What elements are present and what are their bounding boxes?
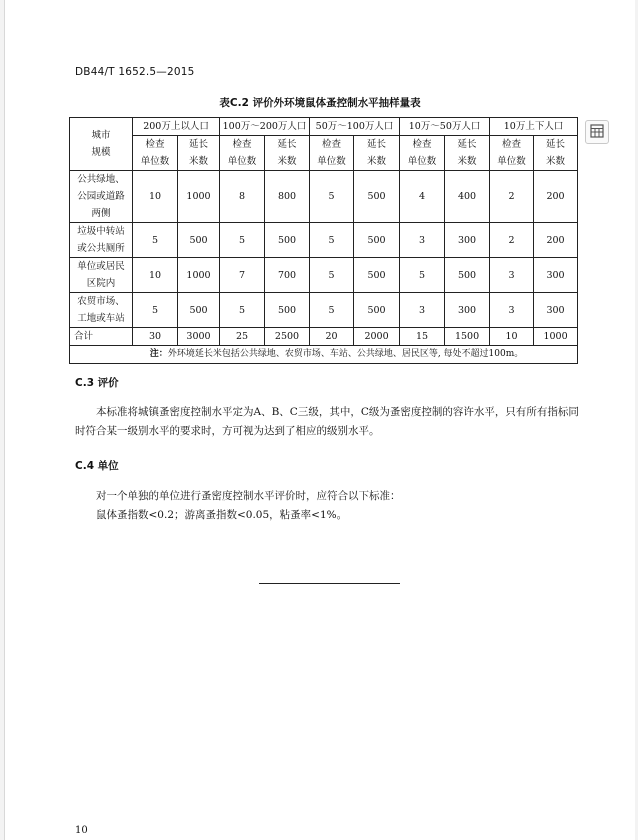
table-cell: 5	[310, 223, 354, 258]
table-title: 表C.2 评价外环境鼠体蚤控制水平抽样量表	[219, 97, 421, 109]
table-cell: 10	[133, 258, 178, 293]
group-header: 100万～200万人口	[220, 118, 310, 136]
sub-header-length: 延长 米数	[178, 136, 220, 171]
sub-header-check: 检查 单位数	[220, 136, 265, 171]
section-heading-c4: C.4 单位	[75, 460, 119, 472]
table-recognition-icon	[590, 123, 604, 142]
table-cell: 1500	[445, 328, 490, 346]
table-cell: 1000	[178, 171, 220, 223]
group-header: 10万上下人口	[490, 118, 578, 136]
table-cell: 500	[178, 293, 220, 328]
group-header: 50万～100万人口	[310, 118, 400, 136]
table-cell: 800	[265, 171, 310, 223]
table-cell: 3	[490, 258, 534, 293]
table-cell: 25	[220, 328, 265, 346]
table-cell: 20	[310, 328, 354, 346]
table-sub-header-row	[70, 136, 578, 171]
note-row	[70, 346, 578, 364]
table-cell: 500	[354, 171, 400, 223]
table-cell: 4	[400, 171, 445, 223]
section-c4-line-2: 鼠体蚤指数<0.2；游离蚤指数<0.05，粘蚤率<1%。	[96, 509, 348, 521]
standard-code: DB44/T 1652.5—2015	[75, 66, 195, 78]
sub-header-check: 检查 单位数	[310, 136, 354, 171]
note-text: 外环境延长米包括公共绿地、农贸市场、车站、公共绿地、居民区等, 每处不超过100m。	[167, 349, 524, 359]
table-cell: 700	[265, 258, 310, 293]
table-cell: 5	[400, 258, 445, 293]
row-label: 单位或居民 区院内	[70, 258, 133, 293]
table-group-header-row	[70, 118, 578, 136]
table-cell: 8	[220, 171, 265, 223]
sub-header-length: 延长 米数	[265, 136, 310, 171]
table-cell: 500	[265, 293, 310, 328]
table-cell: 500	[354, 258, 400, 293]
table-row	[70, 258, 578, 293]
table-cell: 500	[265, 223, 310, 258]
table-cell: 7	[220, 258, 265, 293]
table-cell: 10	[133, 171, 178, 223]
table-cell: 30	[133, 328, 178, 346]
table-recognition-button[interactable]	[585, 120, 609, 144]
table-cell: 3	[490, 293, 534, 328]
table-cell: 2	[490, 171, 534, 223]
table-cell: 5	[220, 223, 265, 258]
section-c4-paragraph	[75, 487, 583, 525]
page-number: 10	[75, 825, 88, 836]
table-cell: 5	[133, 223, 178, 258]
table-cell: 3000	[178, 328, 220, 346]
total-row	[70, 328, 578, 346]
table-cell: 2000	[354, 328, 400, 346]
table-cell: 200	[534, 223, 578, 258]
table-cell: 300	[534, 293, 578, 328]
table-note	[70, 346, 578, 364]
sampling-table	[69, 117, 578, 364]
table-cell: 3	[400, 223, 445, 258]
table-cell: 1000	[178, 258, 220, 293]
table-cell: 500	[178, 223, 220, 258]
table-cell: 300	[445, 223, 490, 258]
table-cell: 2	[490, 223, 534, 258]
sub-header-length: 延长 米数	[445, 136, 490, 171]
section-c4-line-1: 对一个单独的单位进行蚤密度控制水平评价时，应符合以下标准：	[96, 490, 401, 502]
table-cell: 10	[490, 328, 534, 346]
table-cell: 1000	[534, 328, 578, 346]
row-label: 农贸市场、 工地或车站	[70, 293, 133, 328]
table-cell: 5	[310, 171, 354, 223]
table-cell: 500	[354, 223, 400, 258]
section-c3-paragraph: 本标准将城镇蚤密度控制水平定为A、B、C三级，其中，C级为蚤密度控制的容许水平，只有所有指标同时符合某一级别水平的要求时，方可视为达到了相应的级别水平。	[75, 406, 579, 437]
note-label: 注：	[149, 349, 168, 359]
table-row	[70, 223, 578, 258]
table-cell: 200	[534, 171, 578, 223]
group-header: 10万～50万人口	[400, 118, 490, 136]
table-cell: 300	[445, 293, 490, 328]
row-label: 公共绿地、 公园或道路 两侧	[70, 171, 133, 223]
sub-header-check: 检查 单位数	[133, 136, 178, 171]
sub-header-check: 检查 单位数	[400, 136, 445, 171]
table-cell: 5	[133, 293, 178, 328]
table-cell: 5	[310, 293, 354, 328]
table-cell: 2500	[265, 328, 310, 346]
document-page	[4, 0, 635, 840]
sub-header-length: 延长 米数	[534, 136, 578, 171]
table-cell: 400	[445, 171, 490, 223]
table-cell: 15	[400, 328, 445, 346]
corner-cell: 城市 规模	[70, 118, 133, 171]
table-cell: 500	[354, 293, 400, 328]
table-row	[70, 171, 578, 223]
end-of-document-rule	[259, 583, 400, 584]
table-cell: 300	[534, 258, 578, 293]
section-heading-c3: C.3 评价	[75, 377, 119, 389]
table-cell: 5	[310, 258, 354, 293]
sub-header-length: 延长 米数	[354, 136, 400, 171]
group-header: 200万上以人口	[133, 118, 220, 136]
sub-header-check: 检查 单位数	[490, 136, 534, 171]
table-row	[70, 293, 578, 328]
table-cell: 5	[220, 293, 265, 328]
total-label: 合计	[70, 328, 133, 346]
table-cell: 3	[400, 293, 445, 328]
row-label: 垃圾中转站 或公共厕所	[70, 223, 133, 258]
table-cell: 500	[445, 258, 490, 293]
